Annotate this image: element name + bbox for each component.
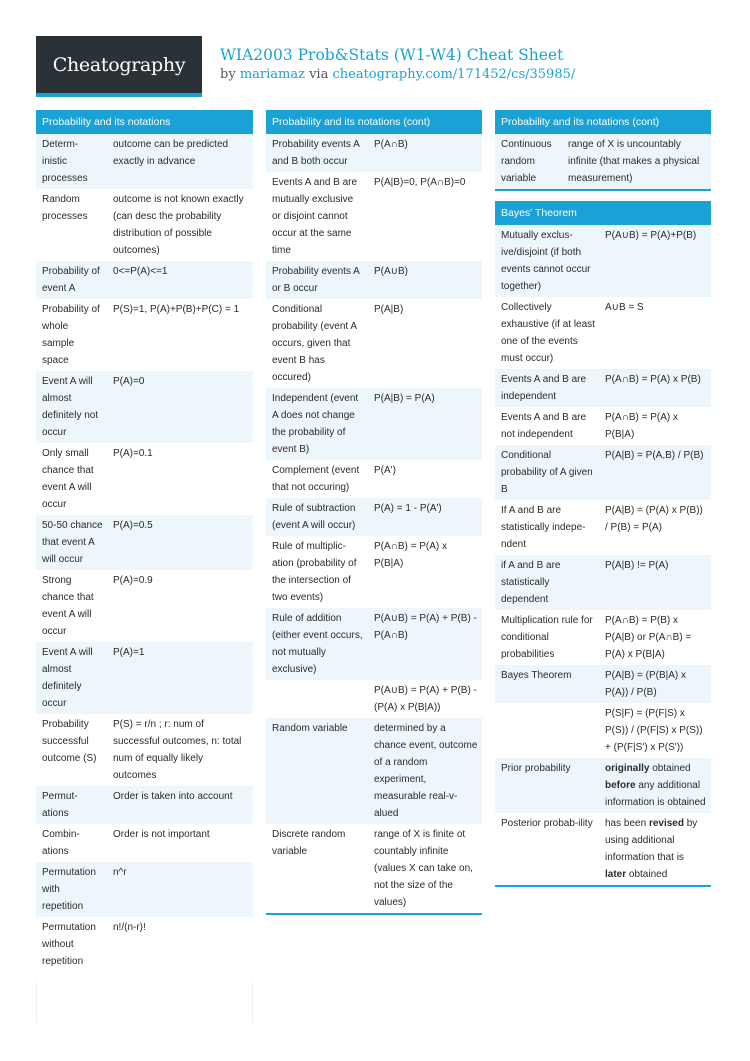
term-cell: Events A and B are not independent [495, 407, 599, 445]
definition-cell: P(A|B) = (P(A) x P(B)) / P(B) = P(A) [599, 500, 711, 555]
table-row [266, 172, 482, 261]
definition-cell: P(A∩B) = P(A) x P(B) [599, 369, 711, 407]
definition-cell: P(A)=0.1 [107, 443, 253, 515]
definition-cell: P(S) = r/n ; r: num of successful outcomes, n: total num of equally likely outcomes [107, 714, 253, 786]
bold-text: before [605, 780, 636, 791]
definition-cell: P(A|B)=0, P(A∩B)=0 [368, 172, 482, 261]
term-cell [495, 703, 599, 758]
table-row [495, 813, 711, 885]
text: any additional information is obtained [605, 780, 706, 808]
table-row [36, 134, 253, 189]
definition-cell: P(A∩B) = P(B) x P(A|B) or P(A∩B) = P(A) x P(B|A) [599, 610, 711, 665]
cheatography-logo[interactable] [36, 36, 202, 93]
table-row [495, 407, 711, 445]
term-cell: Determ-inistic processes [36, 134, 107, 189]
definition-cell: outcome can be predicted exactly in advance [107, 134, 253, 189]
table-row [36, 443, 253, 515]
table-row [266, 718, 482, 824]
term-cell: Prior probability [495, 758, 599, 813]
term-cell: Combin-ations [36, 824, 107, 862]
author-link[interactable]: mariamaz [239, 67, 305, 82]
table-row [266, 261, 482, 299]
table-row [495, 665, 711, 703]
definition-cell: P(A∩B) = P(A) x P(B|A) [368, 536, 482, 608]
term-cell: Multiplication rule for conditional probabilities [495, 610, 599, 665]
definition-cell: P(S)=1, P(A)+P(B)+P(C) = 1 [107, 299, 253, 371]
table-row [266, 299, 482, 388]
table-row [36, 261, 253, 299]
table-row [36, 515, 253, 570]
definition-cell: P(A|B) [368, 299, 482, 388]
term-cell: if A and B are statistically dependent [495, 555, 599, 610]
table-row [36, 189, 253, 261]
definition-cell: P(A∪B) = P(A) + P(B) - P(A∩B) [368, 608, 482, 680]
definition-cell: P(A∪B) [368, 261, 482, 299]
bold-text: originally [605, 763, 650, 774]
definition-cell: P(S|F) = (P(F|S) x P(S)) / (P(F|S) x P(S)) + (P(F|S') x P(S')) [599, 703, 711, 758]
definition-cell: determined by a chance event, outcome of a random experiment, measurable real-v-alued [368, 718, 482, 824]
table-row [495, 703, 711, 758]
table-row [495, 610, 711, 665]
term-cell: Probability of whole sample space [36, 299, 107, 371]
definition-cell: P(A)=1 [107, 642, 253, 714]
term-cell: Complement (event that not occuring) [266, 460, 368, 498]
table-row [495, 758, 711, 813]
term-cell: Strong chance that event A will occur [36, 570, 107, 642]
term-cell: Permutation without repetition [36, 917, 107, 972]
bayes-table [495, 225, 711, 885]
table-row [266, 498, 482, 536]
via-text: via [304, 67, 333, 82]
term-cell: Bayes Theorem [495, 665, 599, 703]
term-cell: Events A and B are independent [495, 369, 599, 407]
term-cell: Only small chance that event A will occur [36, 443, 107, 515]
byline [220, 67, 575, 82]
text: obtained [649, 763, 691, 774]
term-cell: Continuous random variable [495, 134, 562, 189]
logo-text: Cheatography [52, 53, 186, 76]
column-spacer [36, 982, 253, 1022]
definition-cell: range of X is finite ot countably infinite (values X can take on, not the size of the values) [368, 824, 482, 913]
definition-cell: A∪B = S [599, 297, 711, 369]
definition-cell [599, 813, 711, 885]
notation-table [36, 134, 253, 972]
term-cell: Rule of multiplic-ation (probability of the intersection of two events) [266, 536, 368, 608]
table-row [36, 786, 253, 824]
term-cell: Probability events A and B both occur [266, 134, 368, 172]
notation-table [266, 134, 482, 913]
term-cell: Conditional probability (event A occurs, given that event B has occured) [266, 299, 368, 388]
by-text: by [220, 67, 240, 82]
table-row [266, 824, 482, 913]
sheet-url-link[interactable]: cheatography.com/171452/cs/35985/ [332, 67, 576, 82]
table-row [266, 388, 482, 460]
definition-cell: P(A|B) != P(A) [599, 555, 711, 610]
section-header: Bayes' Theorem [495, 201, 711, 225]
table-row [495, 555, 711, 610]
term-cell: Random processes [36, 189, 107, 261]
definition-cell: P(A|B) = P(A,B) / P(B) [599, 445, 711, 500]
table-row [266, 134, 482, 172]
section-bayes-theorem [495, 201, 711, 887]
table-row [36, 642, 253, 714]
section-header: Probability and its notations (cont) [495, 110, 711, 134]
table-row [36, 714, 253, 786]
table-row [36, 824, 253, 862]
term-cell: Probability successful outcome (S) [36, 714, 107, 786]
column-2 [266, 110, 482, 925]
definition-cell: P(A)=0 [107, 371, 253, 443]
table-row [266, 536, 482, 608]
term-cell: Collectively exhaustive (if at least one of the events must occur) [495, 297, 599, 369]
term-cell: Rule of subtraction (event A will occur) [266, 498, 368, 536]
definition-cell: range of X is uncountably infinite (that makes a physical measurement) [562, 134, 711, 189]
term-cell: Events A and B are mutually exclusive or disjoint cannot occur at the same time [266, 172, 368, 261]
definition-cell: P(A∪B) = P(A) + P(B) - (P(A) x P(B|A)) [368, 680, 482, 718]
bold-text: revised [648, 818, 684, 829]
definition-cell: P(A|B) = (P(B|A) x P(A)) / P(B) [599, 665, 711, 703]
definition-cell: n^r [107, 862, 253, 917]
definition-cell: P(A∩B) [368, 134, 482, 172]
term-cell: If A and B are statistically indepe-ndent [495, 500, 599, 555]
term-cell: Independent (event A does not change the probability of event B) [266, 388, 368, 460]
table-row [495, 225, 711, 297]
definition-cell: P(A|B) = P(A) [368, 388, 482, 460]
text: by using additional information that is [605, 818, 698, 863]
term-cell: Conditional probability of A given B [495, 445, 599, 500]
definition-cell: Order is not important [107, 824, 253, 862]
definition-cell: P(A)=0.9 [107, 570, 253, 642]
term-cell [266, 680, 368, 718]
term-cell: Event A will almost definitely occur [36, 642, 107, 714]
table-row [266, 608, 482, 680]
definition-cell: P(A)=0.5 [107, 515, 253, 570]
table-row [266, 680, 482, 718]
table-row [495, 297, 711, 369]
definition-cell: P(A') [368, 460, 482, 498]
section-header: Probability and its notations (cont) [266, 110, 482, 134]
definition-cell: 0<=P(A)<=1 [107, 261, 253, 299]
column-3 [495, 110, 711, 897]
term-cell: Probability of event A [36, 261, 107, 299]
section-probability-notations-cont [266, 110, 482, 915]
definition-cell: P(A∩B) = P(A) x P(B|A) [599, 407, 711, 445]
term-cell: Discrete random variable [266, 824, 368, 913]
table-row [36, 917, 253, 972]
column-1 [36, 110, 253, 1022]
table-row [495, 369, 711, 407]
term-cell: Random variable [266, 718, 368, 824]
definition-cell [599, 758, 711, 813]
term-cell: Probability events A or B occur [266, 261, 368, 299]
table-row [495, 445, 711, 500]
notation-table [495, 134, 711, 189]
text: has been [605, 818, 649, 829]
sheet-title: WIA2003 Prob&Stats (W1-W4) Cheat Sheet [220, 46, 564, 64]
table-row [36, 862, 253, 917]
term-cell: 50-50 chance that event A will occur [36, 515, 107, 570]
definition-cell: P(A) = 1 - P(A') [368, 498, 482, 536]
bold-text: later [605, 869, 627, 880]
definition-cell: P(A∪B) = P(A)+P(B) [599, 225, 711, 297]
term-cell: Mutually exclus-ive/disjoint (if both events cannot occur together) [495, 225, 599, 297]
term-cell: Posterior probab-ility [495, 813, 599, 885]
section-header: Probability and its notations [36, 110, 253, 134]
definition-cell: outcome is not known exactly (can desc the probability distribution of possible outcomes) [107, 189, 253, 261]
term-cell: Event A will almost definitely not occur [36, 371, 107, 443]
definition-cell: Order is taken into account [107, 786, 253, 824]
table-row [36, 570, 253, 642]
table-row [36, 299, 253, 371]
definition-cell: n!/(n-r)! [107, 917, 253, 972]
term-cell: Permut-ations [36, 786, 107, 824]
table-row [36, 371, 253, 443]
table-row [266, 460, 482, 498]
term-cell: Rule of addition (either event occurs, not mutually exclusive) [266, 608, 368, 680]
table-row [495, 500, 711, 555]
text: obtained [626, 869, 668, 880]
section-probability-notations-cont-2 [495, 110, 711, 191]
term-cell: Permutation with repetition [36, 862, 107, 917]
section-probability-notations [36, 110, 253, 972]
table-row [495, 134, 711, 189]
